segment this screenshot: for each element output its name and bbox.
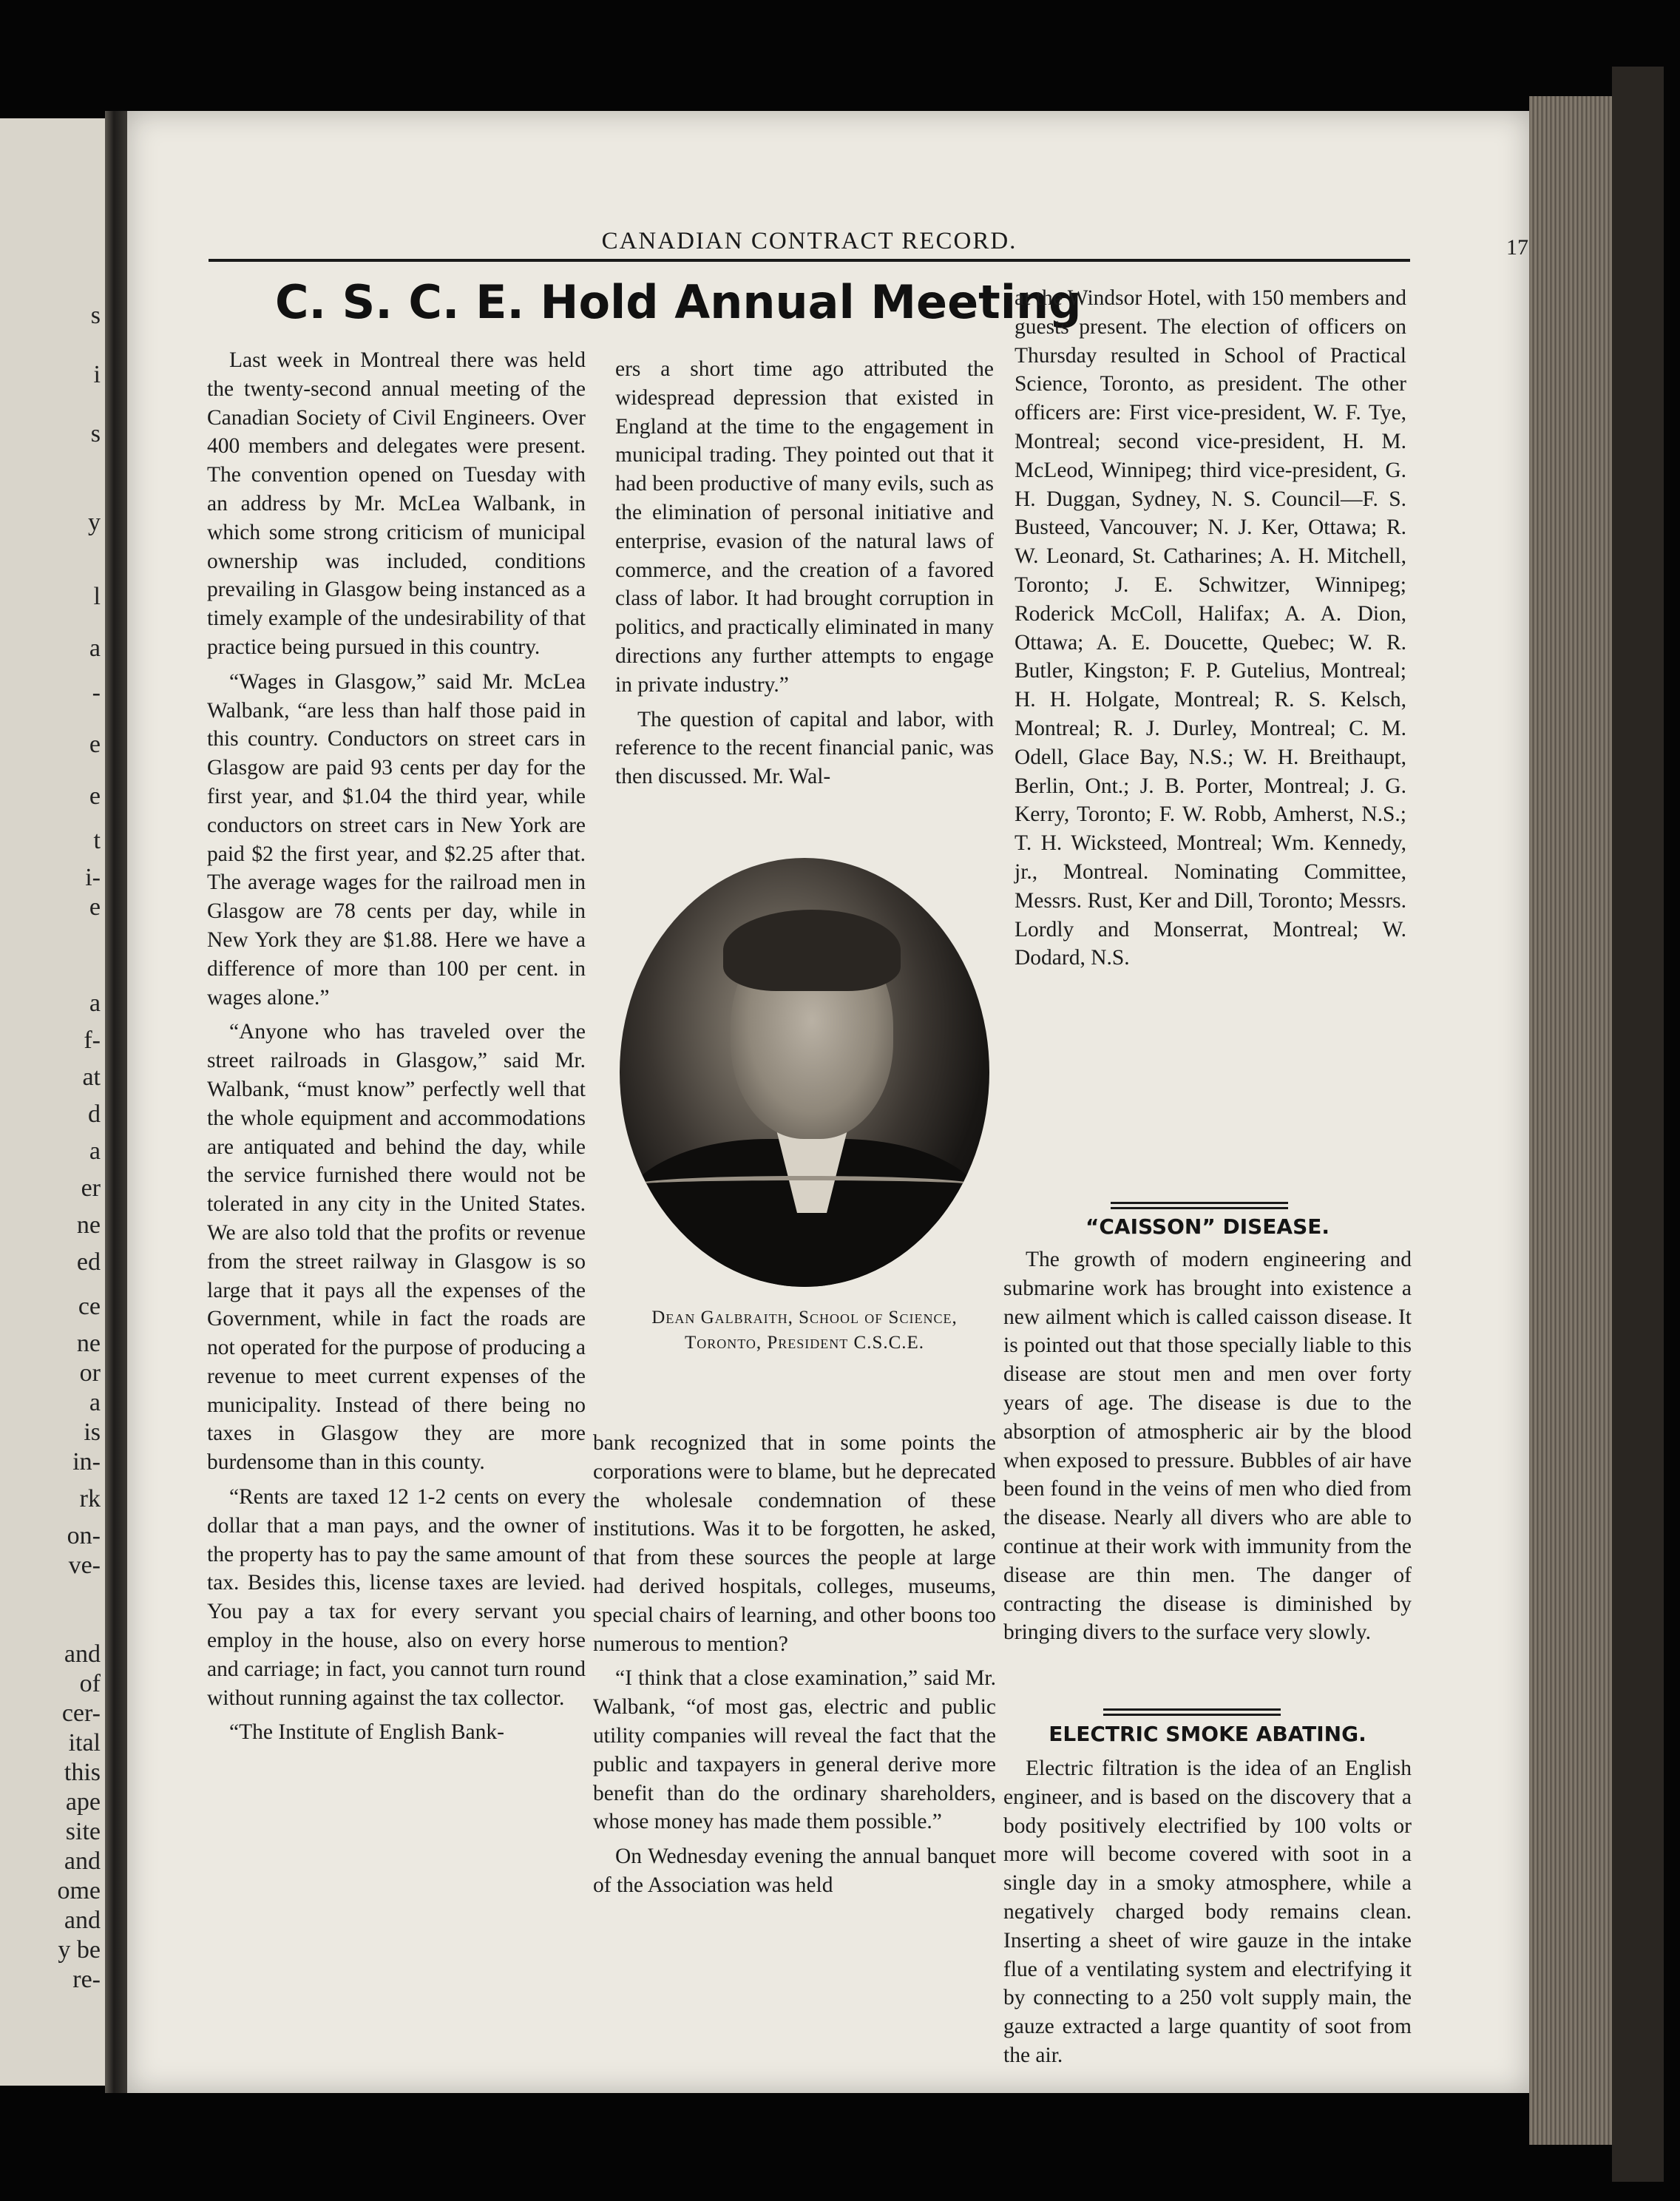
facing-page-text-fragment: and <box>64 1847 101 1875</box>
facing-page-text-fragment: f- <box>84 1027 101 1054</box>
facing-page-text-fragment: e <box>89 893 101 921</box>
book-gutter <box>105 111 127 2093</box>
article-column-3 <box>1015 284 1406 978</box>
facing-page-text-fragment: rk <box>79 1485 101 1512</box>
smoke-article <box>1003 1754 1412 2076</box>
facing-page-text-fragment: of <box>79 1670 101 1697</box>
paragraph: “Anyone who has traveled over the street railroads in Glasgow,” said Mr. Walbank, “must know” perfectly well that the whole equipment and accommodations are antiquated and behind the day, while the service furnished there would not be tolerated in any city in the United States. We are also told that the profits or revenue from the street railway in Glasgow is so large that it pays all the expenses of the Government, while in fact the roads are not operated for the purpose of producing a revenue to meet current expenses of the municipality. Instead of there being no taxes in Glasgow they are more burdensome than in this county. <box>207 1020 586 1475</box>
article-column-1 <box>207 346 586 1753</box>
paragraph: at the Windsor Hotel, with 150 members and guests present. The election of officers on Thursday resulted in School of Practical Science, Toronto, as president. The other officers are: First vice-president, W. F. Tye, Montreal; second vice-president, H. M. McLeod, Winnipeg; third vice-president, G. H. Duggan, Sydney, N. S. Council—F. S. Busteed, Vancouver; N. J. Ker, Ottawa; R. W. Leonard, St. Catharines; A. H. Mitchell, Toronto; J. E. Schwitzer, Winnipeg; Roderick McColl, Halifax; A. A. Dion, Ottawa; A. E. Doucette, Quebec; W. R. Butler, Kingston; F. P. Gutelius, Montreal; H. H. Holgate, Montreal; R. S. Kelsch, Montreal; R. J. Durley, Montreal; C. M. Odell, Glace Bay, N.S.; W. H. Breithaupt, Berlin, Ont.; J. B. Porter, Montreal; J. G. Kerry, Toronto; F. W. Robb, Amherst, N.S.; T. H. Wicksteed, Montreal; Wm. Kennedy, jr., Montreal. Nominating Committee, Messrs. Rust, Ker and Dill, Toronto; Messrs. Lordly and Monserrat, Montreal; W. Dodard, N.S. <box>1015 286 1406 970</box>
oval-portrait <box>620 858 989 1287</box>
facing-page-text-fragment: or <box>79 1359 101 1387</box>
article-headline: C. S. C. E. Hold Annual Meeting <box>275 275 1082 329</box>
paragraph: On Wednesday evening the annual banquet of the Association was held <box>593 1845 996 1897</box>
paragraph: bank recognized that in some points the corporations were to blame, but he deprecated the wholesale condemnation of these institutions. Was it to be forgotten, he asked, that from these sources the people at large had derived hospitals, colleges, museums, special chairs of learning, and other boons too numerous to mention? <box>593 1431 996 1656</box>
facing-page-text-fragment: at <box>82 1064 101 1091</box>
facing-page-text-fragment: s <box>90 420 101 447</box>
page-number: 17 <box>1506 235 1528 260</box>
portrait-hair <box>723 910 901 991</box>
photo-caption <box>593 1305 1016 1356</box>
caption-line: Toronto, President C.S.C.E. <box>684 1333 925 1353</box>
paragraph: The growth of modern engineering and submarine work has brought into existence a new ailment which is called caisson disease. It is pointed out that those specially liable to this disease are stout men and men over forty years of age. The disease is due to the absorption of atmospheric air by the blood when exposed to pressure. Bubbles of air have been found in the veins of men who died from the disease. Nearly all divers who are able to continue at their work with immunity from the disease are thin men. The danger of contracting the disease is diminished by bringing divers to the surface very slowly. <box>1003 1248 1412 1645</box>
facing-page-text-fragment: ome <box>57 1877 101 1904</box>
portrait-hood-stripe <box>634 1176 975 1194</box>
facing-page-text-fragment: i- <box>85 864 101 891</box>
facing-page-text-fragment: t <box>93 827 101 854</box>
section-rule <box>1103 1714 1281 1716</box>
paragraph: “Wages in Glasgow,” said Mr. McLea Walbank, “are less than half those paid in this country. Conductors on street cars in Glasgow are paid 93 cents per day for the first year, and $1.04 the third year, while conductors on street cars in New York are paid $2 the first year, and $2.25 after that. The average wages for the railroad men in Glasgow are 78 cents per day, while in New York they are $1.88. Here we have a difference of more than 100 per cent. in wages alone.” <box>207 669 586 1010</box>
facing-page-text-fragment: e <box>89 731 101 758</box>
paragraph: Last week in Montreal there was held the twenty-second annual meeting of the Canadian Society of Civil Engineers. Over 400 members and delegates were present. The convention opened on Tuesday with an address by Mr. McLea Walbank, in which some strong criticism of municipal ownership was included, conditions prevailing in Glasgow being instanced as a timely example of the undesirability of that practice being pursued in this country. <box>207 348 586 659</box>
facing-page-text-fragment: ve- <box>68 1552 101 1579</box>
facing-page-text-fragment: and <box>64 1640 101 1668</box>
paragraph: “The Institute of English Bank- <box>229 1720 504 1745</box>
facing-page-text-fragment: s <box>90 302 101 329</box>
facing-page-text-fragment: a <box>89 990 101 1017</box>
section-rule <box>1111 1207 1288 1209</box>
facing-page-text-fragment: ce <box>78 1293 101 1320</box>
article-column-2-top <box>615 355 994 797</box>
facing-page-text-fragment: ed <box>76 1248 101 1276</box>
header-rule <box>209 259 1410 262</box>
facing-page-text-fragment: y be <box>58 1936 101 1964</box>
facing-page-fragment <box>0 118 105 2086</box>
facing-page-text-fragment: - <box>92 679 101 706</box>
facing-page-text-fragment: a <box>89 1389 101 1416</box>
paragraph: Electric filtration is the idea of an English engineer, and is based on the discovery that a body positively electrified by 100 volts or more will become covered with soot in a single day in a smoky atmosphere, while a negatively charged body remains clean. Inserting a sheet of wire gauze in the intake flue of a ventilating system and electrifying it by connecting to a 250 volt supply main, the gauze extracted a large quantity of soot from the air. <box>1003 1757 1412 2067</box>
facing-page-text-fragment: i <box>93 361 101 388</box>
portrait-photo <box>615 858 994 1287</box>
facing-page-text-fragment: ne <box>76 1211 101 1239</box>
facing-page-text-fragment: a <box>89 635 101 662</box>
section-heading-smoke: ELECTRIC SMOKE ABATING. <box>1049 1722 1366 1746</box>
section-rule <box>1103 1708 1281 1711</box>
section-heading-caisson: “CAISSON” DISEASE. <box>1085 1214 1330 1239</box>
facing-page-text-fragment: in- <box>72 1448 101 1475</box>
facing-page-text-fragment: a <box>89 1137 101 1165</box>
facing-page-text-fragment: this <box>64 1759 101 1786</box>
facing-page-text-fragment: y <box>88 509 101 536</box>
facing-page-text-fragment: l <box>93 583 101 610</box>
facing-page-text-fragment: e <box>89 782 101 810</box>
magazine-page <box>127 111 1529 2093</box>
facing-page-text-fragment: re- <box>72 1966 101 1993</box>
facing-page-text-fragment: on- <box>67 1522 101 1549</box>
running-head-title: CANADIAN CONTRACT RECORD. <box>601 228 1017 254</box>
paragraph: ers a short time ago attributed the widespread depression that existed in England at the time to the engagement in municipal trading. They pointed out that it had been productive of many evils, such as the elimination of personal initiative and enterprise, evasion of the natural laws of commerce, and the creation of a favored class of labor. It had brought corruption in politics, and practically eliminated in many directions any further attempts to engage in private industry.” <box>615 357 994 697</box>
facing-page-text-fragment: ne <box>76 1330 101 1357</box>
paragraph: “I think that a close examination,” said Mr. Walbank, “of most gas, electric and public utility companies will reveal the fact that the public and taxpayers in general derive more benefit than do the ordinary shareholders, whose money has made them possible.” <box>593 1666 996 1834</box>
facing-page-text-fragment: ape <box>65 1788 101 1816</box>
facing-page-text-fragment: site <box>65 1818 101 1845</box>
paragraph: The question of capital and labor, with reference to the recent financial panic, was then discussed. Mr. Wal- <box>615 707 994 789</box>
caption-line: Dean Galbraith, School of Science, <box>651 1308 958 1328</box>
book-cover-edge <box>1612 67 1664 2182</box>
facing-page-text-fragment: is <box>84 1419 101 1446</box>
facing-page-text-fragment: ital <box>68 1729 101 1757</box>
paragraph: “Rents are taxed 12 1-2 cents on every dollar that a man pays, and the owner of the property has to pay the same amount of tax. Besides this, license taxes are levied. You pay a tax for every servant you employ in the house, also on every horse and carriage; in fact, you cannot turn round without running against the tax collector. <box>207 1485 586 1710</box>
article-column-2-bottom <box>593 1429 996 1906</box>
caisson-article <box>1003 1245 1412 1653</box>
facing-page-text-fragment: d <box>88 1100 101 1128</box>
facing-page-text-fragment: and <box>64 1907 101 1934</box>
facing-page-text-fragment: er <box>81 1174 101 1202</box>
section-rule <box>1111 1202 1288 1204</box>
facing-page-text-fragment: cer- <box>61 1700 101 1727</box>
